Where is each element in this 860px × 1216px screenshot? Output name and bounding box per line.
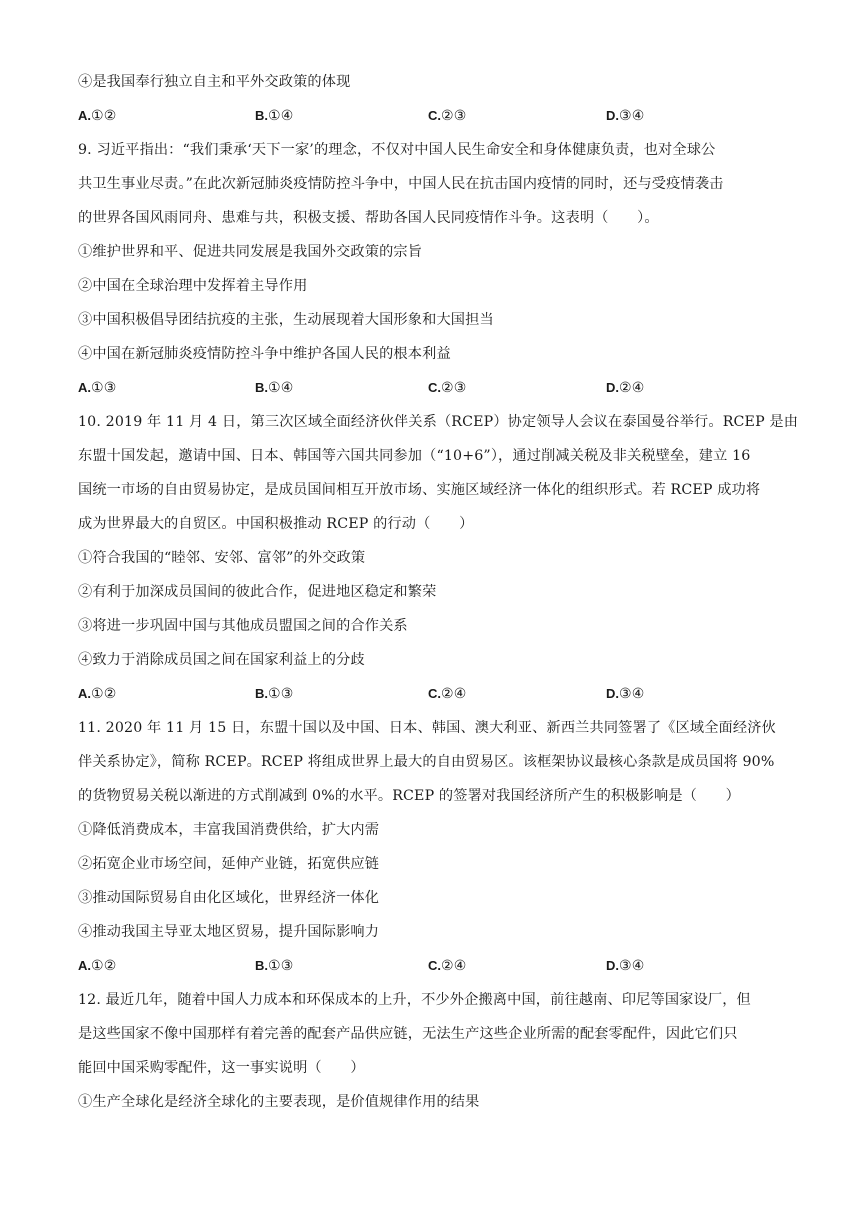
option-d: D.③④ [606,686,645,702]
q11-statement-4: ④推动我国主导亚太地区贸易，提升国际影响力 [78,924,380,940]
q10-statement-4: ④致力于消除成员国之间在国家利益上的分歧 [78,652,365,668]
q9-options [78,378,778,398]
q11-statement-2: ②拓宽企业市场空间，延伸产业链，拓宽供应链 [78,856,380,872]
q10-statement-3: ③将进一步巩固中国与其他成员盟国之间的合作关系 [78,618,408,634]
option-d: D.③④ [606,108,645,124]
q9-stem-line-2: 共卫生事业尽责。”在此次新冠肺炎疫情防控斗争中，中国人民在抗击国内疫情的同时，还与受疫情袭击 [78,176,724,192]
q10-statement-2: ②有利于加深成员国间的彼此合作，促进地区稳定和繁荣 [78,584,437,600]
q10-stem-line-1: 10. 2019 年 11 月 4 日，第三次区域全面经济伙伴关系（RCEP）协定领导人会议在泰国曼谷举行。RCEP 是由 [78,414,799,430]
option-a: A.①② [78,108,117,124]
q9-statement-3: ③中国积极倡导团结抗疫的主张，生动展现着大国形象和大国担当 [78,312,494,328]
q9-statement-2: ②中国在全球治理中发挥着主导作用 [78,278,308,294]
q10-stem-line-4: 成为世界最大的自贸区。中国积极推动 RCEP 的行动（ ） [78,516,474,532]
option-c: C.②④ [428,686,467,702]
option-b: B.①④ [255,380,294,396]
option-a: A.①② [78,686,117,702]
q9-stem-line-1: 9. 习近平指出：“我们秉承‘天下一家’的理念，不仅对中国人民生命安全和身体健康负责，也对全球公 [78,142,716,158]
q10-stem-line-3: 国统一市场的自由贸易协定，是成员国间相互开放市场、实施区域经济一体化的组织形式。若 RCEP 成功将 [78,482,761,498]
q11-statement-1: ①降低消费成本，丰富我国消费供给，扩大内需 [78,822,380,838]
q11-stem-line-1: 11. 2020 年 11 月 15 日，东盟十国以及中国、日本、韩国、澳大利亚、新西兰共同签署了《区域全面经济伙 [78,720,776,736]
q10-options [78,684,778,704]
option-a: A.①③ [78,380,117,396]
option-b: B.①③ [255,958,294,974]
q12-stem-line-2: 是这些国家不像中国那样有着完善的配套产品供应链，无法生产这些企业所需的配套零配件，因此它们只 [78,1026,738,1042]
prev-question-options [78,106,778,126]
prev-question-statement-4: ④是我国奉行独立自主和平外交政策的体现 [78,74,351,90]
option-b: B.①④ [255,108,294,124]
q11-stem-line-2: 伴关系协定》，简称 RCEP。RCEP 将组成世界上最大的自由贸易区。该框架协议最核心条款是成员国将 90% [78,754,775,770]
q9-statement-1: ①维护世界和平、促进共同发展是我国外交政策的宗旨 [78,244,423,260]
q9-stem-line-3: 的世界各国风雨同舟、患难与共，积极支援、帮助各国人民同疫情作斗争。这表明（ ）。 [78,210,659,226]
option-c: C.②③ [428,108,467,124]
q12-stem-line-3: 能回中国采购零配件，这一事实说明（ ） [78,1060,365,1076]
q12-statement-1: ①生产全球化是经济全球化的主要表现，是价值规律作用的结果 [78,1094,480,1110]
option-d: D.③④ [606,958,645,974]
q12-stem-line-1: 12. 最近几年，随着中国人力成本和环保成本的上升，不少外企搬离中国，前往越南、印尼等国家设厂，但 [78,992,751,1008]
option-d: D.②④ [606,380,645,396]
q10-statement-1: ①符合我国的“睦邻、安邻、富邻”的外交政策 [78,550,366,566]
option-c: C.②③ [428,380,467,396]
q11-options [78,956,778,976]
q11-stem-line-3: 的货物贸易关税以渐进的方式削减到 0%的水平。RCEP 的签署对我国经济所产生的积极影响是（ ） [78,788,741,804]
option-a: A.①② [78,958,117,974]
q9-statement-4: ④中国在新冠肺炎疫情防控斗争中维护各国人民的根本利益 [78,346,451,362]
option-c: C.②④ [428,958,467,974]
q10-stem-line-2: 东盟十国发起，邀请中国、日本、韩国等六国共同参加（“10+6”），通过削减关税及非关税壁垒，建立 16 [78,448,751,464]
option-b: B.①③ [255,686,294,702]
q11-statement-3: ③推动国际贸易自由化区域化，世界经济一体化 [78,890,380,906]
